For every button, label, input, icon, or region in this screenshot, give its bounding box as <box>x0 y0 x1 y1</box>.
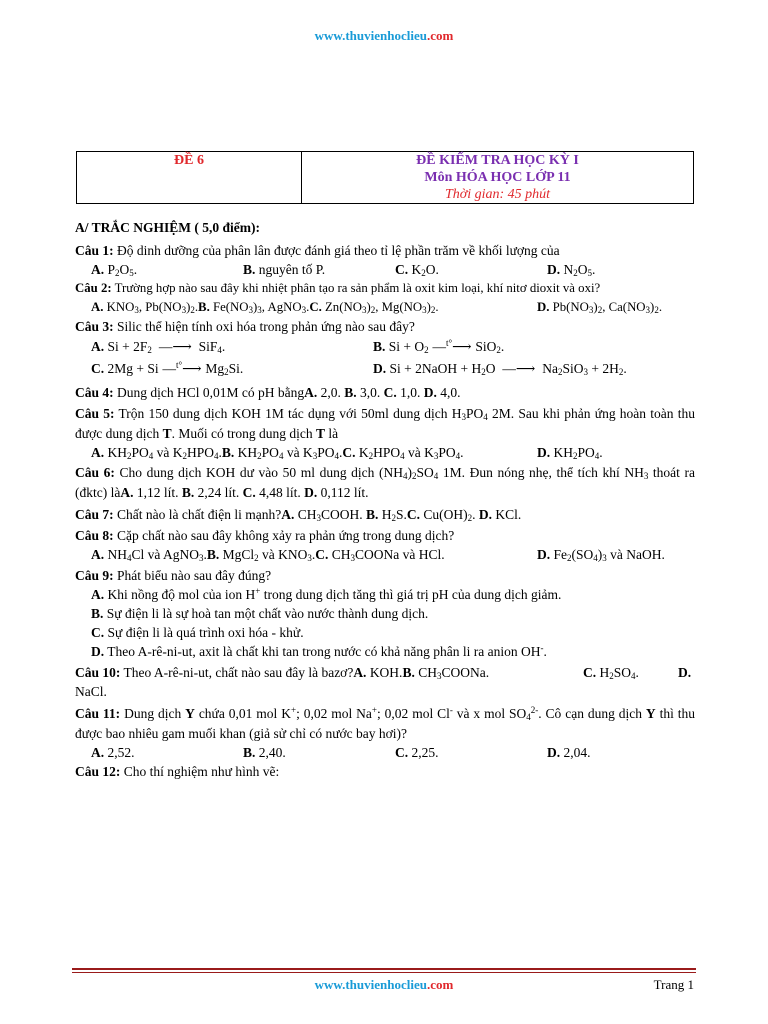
question-9-option-b: B. Sự điện li là sự hoà tan một chất vào nước thành dung dịch. <box>91 606 429 621</box>
page-header <box>0 28 768 44</box>
footer-rule-top <box>72 968 696 970</box>
question-11-options: A. 2,52. B. 2,40. C. 2,25. D. 2,04. <box>91 745 591 760</box>
section-heading: A/ TRẮC NGHIỆM ( 5,0 điểm): <box>75 220 260 235</box>
exam-time: Thời gian: 45 phút <box>444 187 551 202</box>
exam-code: ĐỀ 6 <box>174 153 204 168</box>
question-1: Câu 1: Độ dinh dưỡng của phân lân được đánh giá theo tỉ lệ phần trăm về khối lượng của <box>75 243 560 258</box>
question-8: Câu 8: Cặp chất nào sau đây không xảy ra phản ứng trong dung dịch? <box>75 528 455 543</box>
question-9: Câu 9: Phát biểu nào sau đây đúng? <box>75 568 272 583</box>
exam-title-box <box>76 151 694 204</box>
question-9-option-c: C. Sự điện li là quá trình oxi hóa - khử. <box>91 625 304 640</box>
footer-site-name[interactable]: www.thuvienhoclieu <box>314 977 427 992</box>
page-number: Trang 1 <box>653 977 694 992</box>
question-11: Câu 11: Dung dịch Y chứa 0,01 mol K+; 0,02 mol Na+; 0,02 mol Cl- và x mol $SO_4^{2-}$. Cô cạn dung dịch Y thì thu được bao nhiêu gam muối khan (giả sử chỉ có nước bay hơi)? <box>75 705 695 741</box>
question-7: Câu 7: Chất nào là chất điện li mạnh?A. $CH_3COOH$. B. $H_2S.C$. $Cu(OH)_2$. D. KCl. <box>75 507 522 523</box>
exam-subject: Môn HÓA HỌC LỚP 11 <box>424 170 571 185</box>
question-6: Câu 6: Cho dung dịch KOH dư vào 50 ml dung dịch $(NH_4)_2SO_4$ 1M. Đun nóng nhẹ, thể tích khí $NH_3$ thoát ra (đktc) làA. 1,12 lít. B. 2,24 lít. C. 4,48 lít. D. 0,112 lít. <box>75 465 695 500</box>
question-3-options-ab: A. $Si + 2F_2$ —⟶ SiF$_4$. B. $Si + O_2$ —$^{t^\circ}$⟶ SiO$_2$. <box>91 338 505 355</box>
exam-title-cell <box>302 152 694 204</box>
exam-content <box>75 218 695 781</box>
question-9-option-a: A. Khi nồng độ mol của ion H+ trong dung dịch tăng thì giá trị pH của dung dịch giảm. <box>91 586 562 602</box>
exam-title: ĐỀ KIỂM TRA HỌC KỲ I <box>416 153 579 168</box>
question-4: Câu 4: Dung dịch HCl 0,01M có pH bằngA. 2,0. B. 3,0. C. 1,0. D. 4,0. <box>75 385 461 400</box>
question-3-options-cd: C. 2Mg + Si —$^{t^\circ}$⟶ $Mg_2Si$. D. Si + 2NaOH + $H_2O$ —⟶ $Na_2SiO_3 + 2H_2$. <box>91 360 627 377</box>
header-site-domain[interactable]: .com <box>426 28 454 43</box>
question-2-options: A. $KNO_3$, $Pb(NO_3)_2.B$. $Fe(NO_3)_3$, AgNO$_3$.C. $Zn(NO_3)_2$, $Mg(NO_3)_2$. D. $Pb(NO_3)_2$, $Ca(NO_3)_2$. <box>91 300 663 315</box>
question-10: Câu 10: Theo A-rê-ni-ut, chất nào sau đây là bazơ?A. KOH.B. $CH_3COONa$. C. $H_2SO_4$. D. <box>75 665 692 681</box>
footer-rule-bottom <box>72 972 696 973</box>
footer-site-domain[interactable]: .com <box>426 977 454 992</box>
header-site-name[interactable]: www.thuvienhoclieu <box>314 28 427 43</box>
question-9-option-d: D. Theo A-rê-ni-ut, axit là chất khi tan trong nước có khả năng phân li ra anion OH-. <box>91 643 547 659</box>
question-2: Câu 2: Trường hợp nào sau đây khi nhiệt phân tạo ra sản phẩm là oxit kim loại, khí nitơ dioxit và oxi? <box>75 281 601 295</box>
question-5: Câu 5: Trộn 150 dung dịch KOH 1M tác dụng với 50ml dung dịch $H_3PO_4$ 2M. Sau khi phản ứng hoàn toàn thu được dung dịch T. Muối có trong dung dịch T là <box>75 406 695 441</box>
question-8-options: A. $NH_4Cl$ và AgNO$_3$.B. MgCl$_2$ và $KNO_3.C$. $CH_3COONa$ và HCl. D. $Fe_2(SO_4)_3$ và NaOH. <box>91 547 665 563</box>
question-3: Câu 3: Silic thể hiện tính oxi hóa trong phản ứng nào sau đây? <box>75 319 415 334</box>
question-10-wrap: NaCl. <box>75 684 107 699</box>
question-1-options: A. $P_2O_5$. B. nguyên tố P. C. $K_2O$. D. $N_2O_5$. <box>91 262 596 278</box>
question-5-options: A. $KH_2PO_4$ và $K_2HPO_4.B$. $KH_2PO_4$ và $K_3PO_4.C$. $K_2HPO_4$ và $K_3PO_4$. D. $KH_2PO_4$. <box>91 445 603 461</box>
exam-code-cell <box>77 152 302 204</box>
question-12: Câu 12: Cho thí nghiệm như hình vẽ: <box>75 764 280 779</box>
